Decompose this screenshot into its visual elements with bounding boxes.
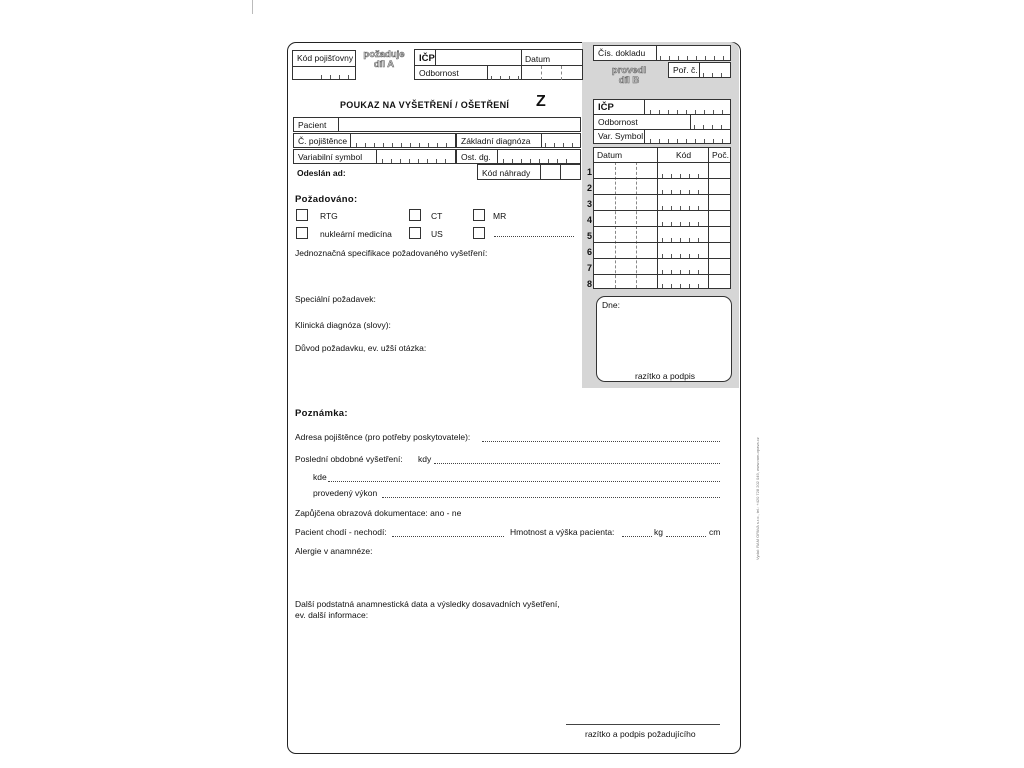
other-diagnosis-field[interactable] xyxy=(456,149,581,164)
performed-part-b-label: provedl díl B xyxy=(611,65,647,86)
patient-name-field[interactable] xyxy=(293,117,581,132)
weight-line[interactable] xyxy=(622,536,652,537)
provider-icp-label: IČP xyxy=(598,102,614,113)
last-exam-label: Poslední obdobné vyšetření: xyxy=(295,454,403,464)
last-exam-when-label: kdy xyxy=(418,454,432,464)
services-code-header: Kód xyxy=(676,150,692,160)
provider-specialty-label: Odbornost xyxy=(598,117,638,127)
insured-address-label: Adresa pojištěnce (pro potřeby poskytovatele): xyxy=(295,432,471,442)
document-number-box[interactable] xyxy=(593,45,731,61)
mr-checkbox[interactable] xyxy=(473,209,485,221)
signature-line[interactable] xyxy=(566,724,720,725)
base-diagnosis-label: Základní diagnóza xyxy=(461,136,531,146)
base-diagnosis-field[interactable] xyxy=(456,133,581,148)
last-exam-where-label: kde xyxy=(313,472,327,482)
additional-info-label-1: Další podstatná anamnestická data a výsledky dosavadních vyšetření, xyxy=(295,599,560,609)
ct-checkbox[interactable] xyxy=(409,209,421,221)
weight-height-label: Hmotnost a výška pacienta: xyxy=(510,527,615,537)
document-number-label: Čís. dokladu xyxy=(598,48,646,58)
date-label: Datum xyxy=(525,54,551,64)
additional-info-label-2: ev. další informace: xyxy=(295,610,369,620)
referred-label: Odeslán ad: xyxy=(297,168,346,178)
requested-heading: Požadováno: xyxy=(295,194,358,205)
performed-procedure-line[interactable] xyxy=(382,497,720,498)
row-number: 5 xyxy=(587,231,593,241)
kg-unit: kg xyxy=(654,527,663,537)
last-exam-where-line[interactable] xyxy=(328,481,720,482)
notes-heading: Poznámka: xyxy=(295,408,348,419)
insured-number-field[interactable] xyxy=(293,133,456,148)
requester-signature-label: razítko a podpis požadujícího xyxy=(585,729,696,739)
form-title: POUKAZ NA VYŠETŘENÍ / OŠETŘENÍ xyxy=(340,100,510,110)
clinical-diagnosis-label: Klinická diagnóza (slovy): xyxy=(295,320,391,330)
us-label: US xyxy=(431,229,443,239)
services-table[interactable] xyxy=(593,147,731,289)
row-number: 7 xyxy=(587,263,593,273)
imaging-docs-label: Zapůjčena obrazová dokumentace: ano - ne xyxy=(295,508,462,518)
order-number-box[interactable] xyxy=(668,62,731,78)
height-line[interactable] xyxy=(666,536,706,537)
allergies-label: Alergie v anamnéze: xyxy=(295,546,373,556)
requested-part-a-label: požaduje díl A xyxy=(363,49,405,70)
reimbursement-code-label: Kód náhrady xyxy=(482,168,531,178)
icp-label: IČP xyxy=(419,53,435,64)
mr-label: MR xyxy=(493,211,507,221)
form-letter: Z xyxy=(536,93,546,110)
patient-label: Pacient xyxy=(298,120,327,130)
row-number: 3 xyxy=(587,199,593,209)
row-number: 4 xyxy=(587,215,593,225)
provider-id-box[interactable] xyxy=(593,99,731,144)
row-number: 1 xyxy=(587,167,593,177)
order-number-label: Poř. č. xyxy=(673,65,698,75)
patient-walking-line[interactable] xyxy=(392,536,504,537)
last-exam-when-line[interactable] xyxy=(434,463,720,464)
specification-label: Jednoznačná specifikace požadovaného vyšetření: xyxy=(295,248,488,258)
us-checkbox[interactable] xyxy=(409,227,421,239)
special-request-label: Speciální požadavek: xyxy=(295,294,376,304)
variable-symbol-label: Variabilní symbol xyxy=(298,152,363,162)
patient-walking-label: Pacient chodí - nechodí: xyxy=(295,527,387,537)
other-exam-checkbox[interactable] xyxy=(473,227,485,239)
insurer-code-label: Kód pojišťovny xyxy=(297,53,354,63)
variable-symbol-field[interactable] xyxy=(293,149,456,164)
cm-unit: cm xyxy=(709,527,721,537)
rtg-checkbox[interactable] xyxy=(296,209,308,221)
date-dne-label: Dne: xyxy=(602,300,620,310)
ct-label: CT xyxy=(431,211,443,221)
nuclear-medicine-checkbox[interactable] xyxy=(296,227,308,239)
provider-var-symbol-label: Var. Symbol xyxy=(598,131,644,141)
performed-procedure-label: provedený výkon xyxy=(313,488,378,498)
services-date-header: Datum xyxy=(597,150,623,160)
publisher-credit: Vydal: RAM OPAVA s.r.o., tel.: +420 728 202 049, www.ram-opava.cz xyxy=(755,437,760,560)
provider-stamp-label: razítko a podpis xyxy=(635,371,696,381)
nuclear-medicine-label: nukleární medicína xyxy=(320,229,392,239)
specialty-label: Odbornost xyxy=(419,68,459,78)
row-number: 6 xyxy=(587,247,593,257)
reimbursement-code-field[interactable] xyxy=(477,164,581,180)
insured-address-line[interactable] xyxy=(482,441,720,442)
provider-stamp-box[interactable] xyxy=(596,296,732,382)
insurer-code-box[interactable] xyxy=(292,50,356,80)
request-reason-label: Důvod požadavku, ev. užší otázka: xyxy=(295,343,427,353)
rtg-label: RTG xyxy=(320,211,338,221)
other-exam-line[interactable] xyxy=(494,236,574,237)
insured-number-label: Č. pojištěnce xyxy=(298,136,348,146)
page-edge-mark xyxy=(252,0,253,14)
other-diagnosis-label: Ost. dg. xyxy=(461,152,491,162)
row-number: 2 xyxy=(587,183,593,193)
row-number: 8 xyxy=(587,279,593,289)
services-count-header: Poč. xyxy=(712,150,730,160)
requester-icp-box[interactable] xyxy=(414,49,583,80)
